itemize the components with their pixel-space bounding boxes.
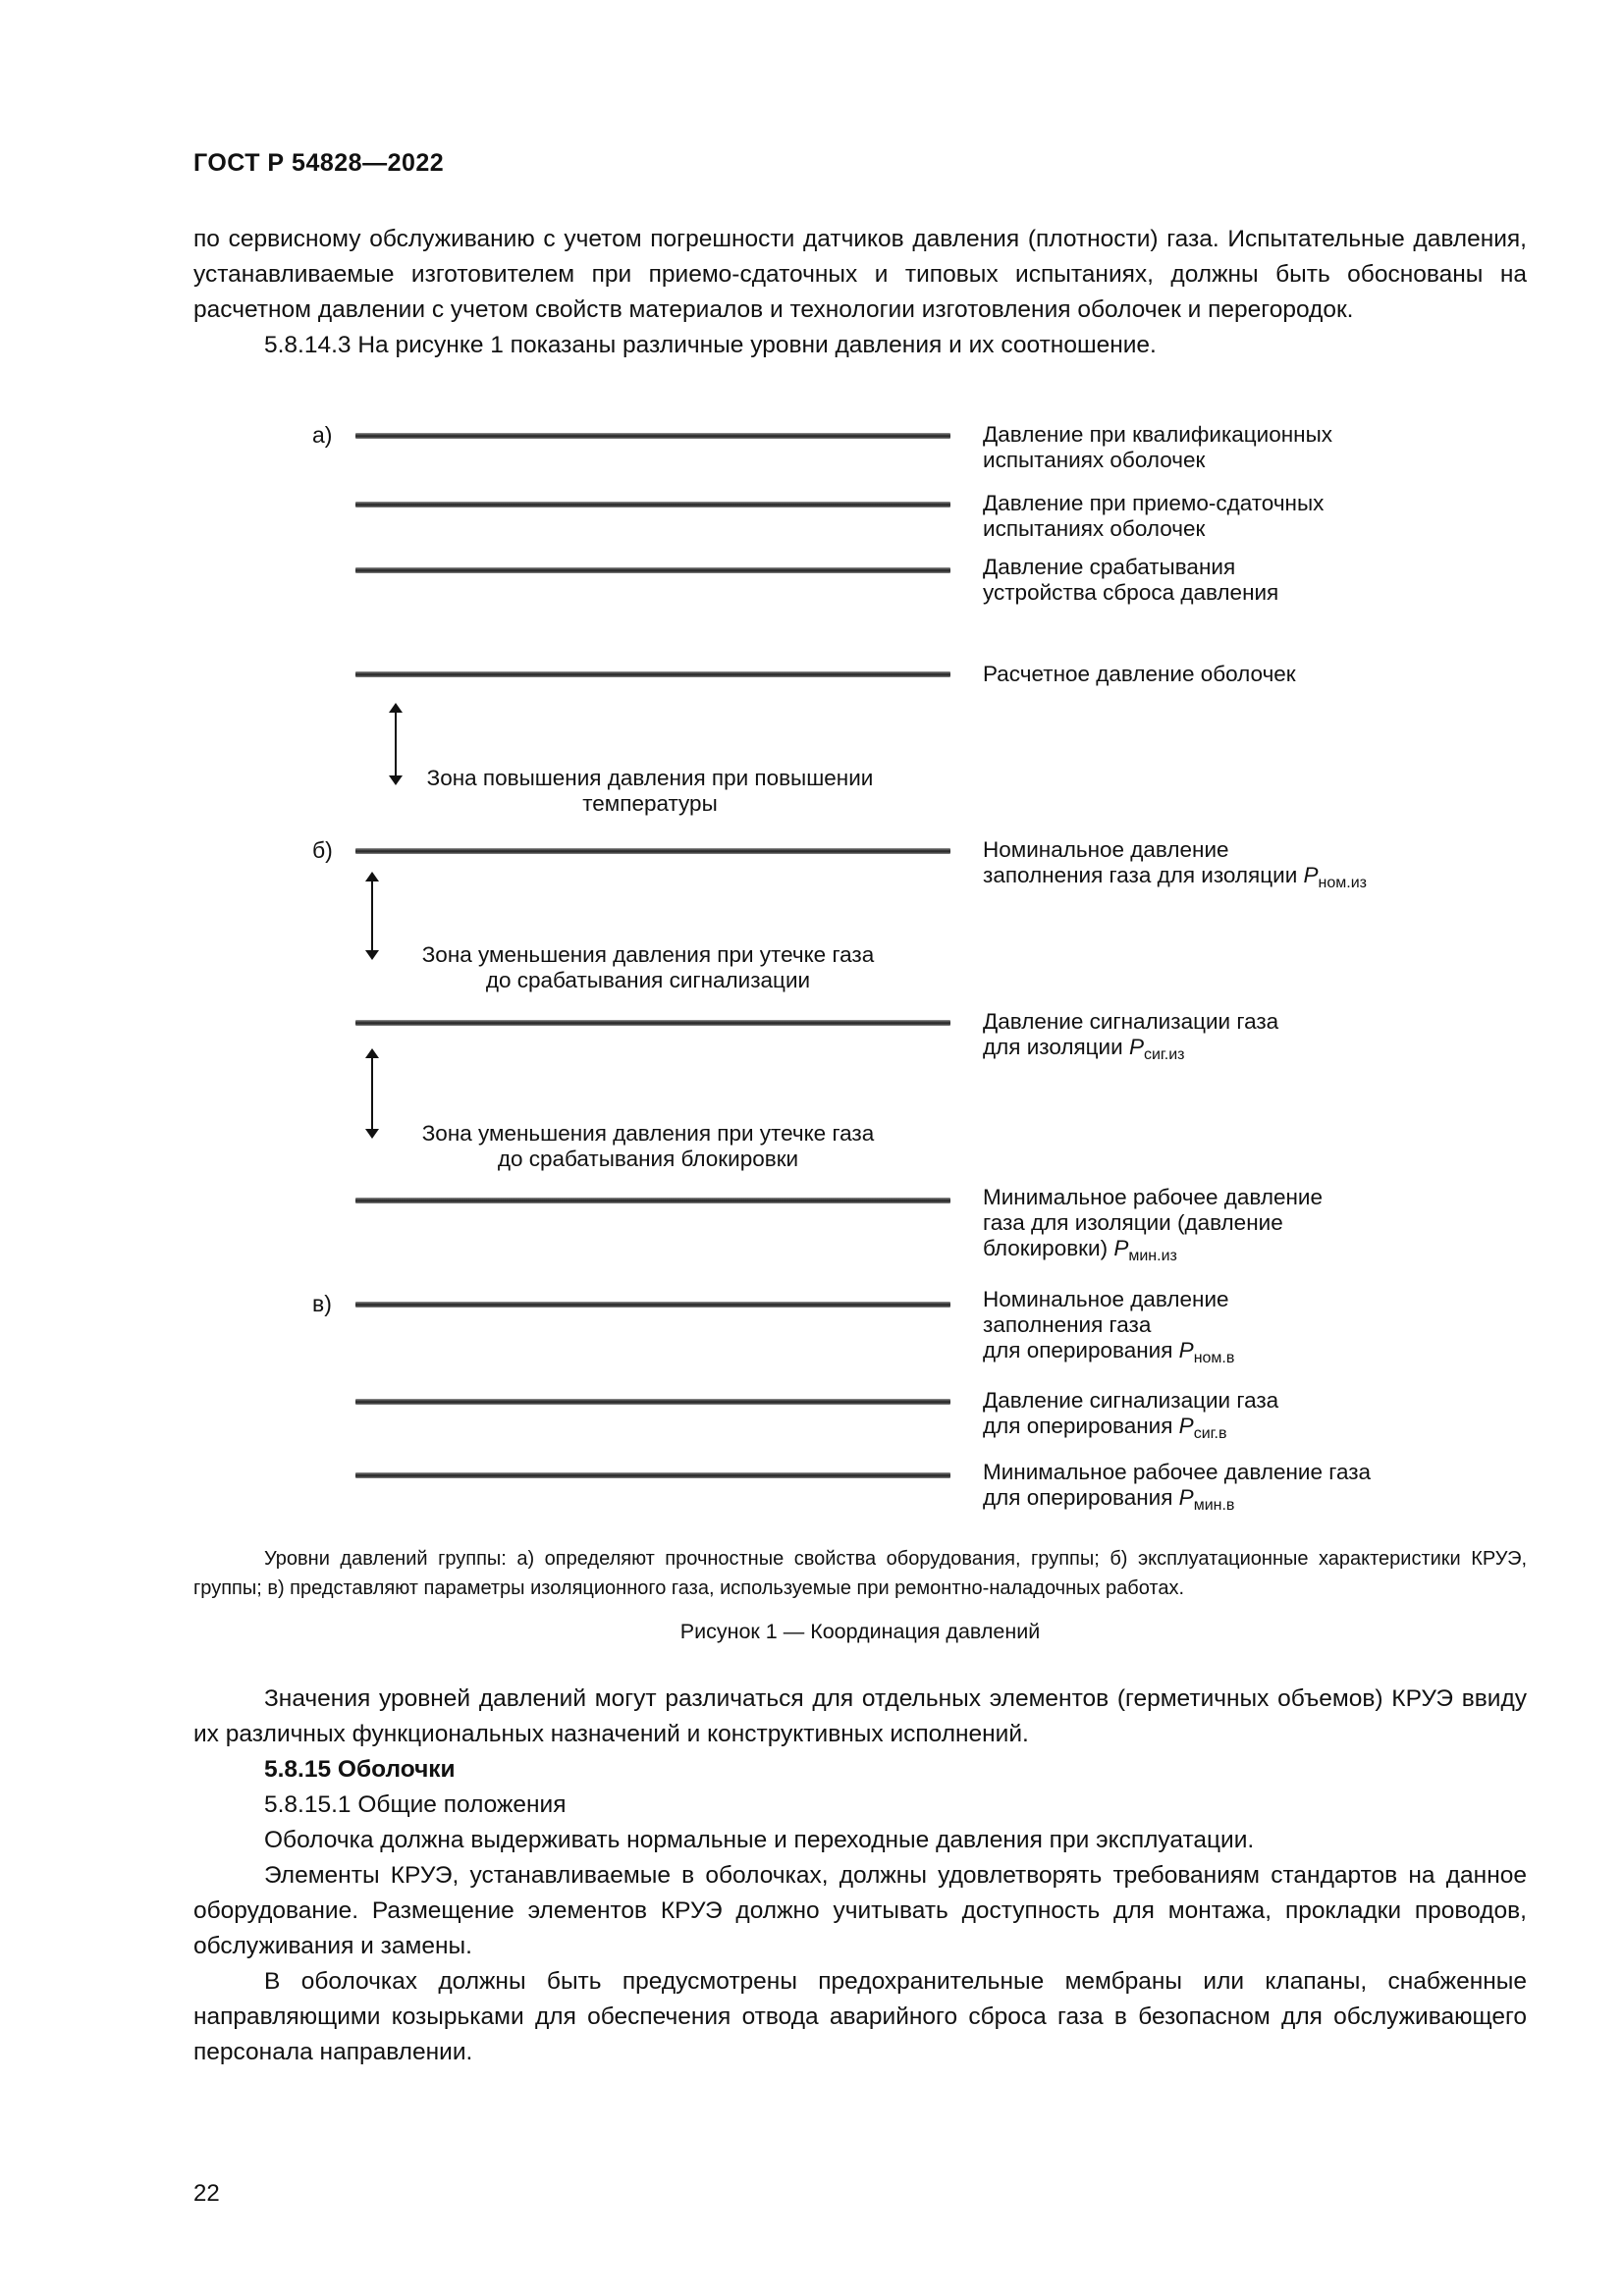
level-desc-3: Давление срабатывания устройства сброса давления — [983, 555, 1279, 605]
clause-5-8-14-3: 5.8.14.3 На рисунке 1 показаны различные уровни давления и их соотношение. — [264, 332, 1157, 358]
level-desc-5: Номинальное давление заполнения газа для изоляции $P_{ном.из}$ — [983, 837, 1367, 891]
body-text — [193, 1682, 1527, 2070]
level-line-7 — [355, 1198, 950, 1203]
level-line-4 — [355, 671, 950, 677]
zone-text-2: Зона уменьшения давления при утечке газа до срабатывания сигнализации — [421, 942, 875, 992]
level-desc-1: Давление при квалификационных испытаниях оболочек — [983, 422, 1333, 472]
level-line-10 — [355, 1472, 950, 1478]
level-desc-8: Номинальное давление заполнения газа для оперирования $P_{ном.в}$ — [983, 1287, 1235, 1366]
figure-caption: Рисунок 1 — Координация давлений — [679, 1620, 1041, 1643]
level-desc-6: Давление сигнализации газа для изоляции $P_{сиг.из}$ — [983, 1009, 1279, 1063]
subsection-heading: 5.8.15.1 Общие положения — [264, 1791, 567, 1818]
figure-note: Уровни давлений группы: а) определяют прочностные свойства оборудования, группы; б) эксплуатационные характеристики КРУЭ, группы; в) представляют параметры изоляционного газа, используемые при ремонтно-наладочных работах. — [193, 1548, 1527, 1599]
intro-paragraph: по сервисному обслуживанию с учетом погрешности датчиков давления (плотности) газа. Испытательные давления, устанавливаемые изготовителем при приемо-сдаточных и типовых испытаниях, должны быть обоснованы на расчетном давлении с учетом свойств материалов и технологии изготовления оболочек и перегородок. — [193, 226, 1527, 323]
group-label-c: в) — [312, 1291, 332, 1316]
level-desc-9: Давление сигнализации газа для оперирования $P_{сиг.в}$ — [983, 1388, 1279, 1442]
level-desc-2: Давление при приемо-сдаточных испытаниях оболочек — [983, 491, 1325, 541]
double-arrow-icon — [365, 872, 379, 960]
level-line-9 — [355, 1399, 950, 1405]
intro-text — [193, 222, 1527, 363]
level-desc-10: Минимальное рабочее давление газа для оперирования $P_{мин.в}$ — [983, 1460, 1372, 1514]
level-line-6 — [355, 1020, 950, 1026]
body-paragraph-2: Оболочка должна выдерживать нормальные и переходные давления при эксплуатации. — [264, 1827, 1255, 1853]
level-line-1 — [355, 433, 950, 439]
group-label-b: б) — [312, 837, 333, 863]
body-paragraph-4: В оболочках должны быть предусмотрены предохранительные мембраны или клапаны, снабженные направляющими козырьками для обеспечения отвода аварийного сброса газа в безопасном для обслуживающего персонала направлении. — [193, 1968, 1527, 2065]
section-heading: 5.8.15 Оболочки — [264, 1756, 456, 1783]
zone-text-3: Зона уменьшения давления при утечке газа до срабатывания блокировки — [421, 1121, 875, 1171]
level-desc-4: Расчетное давление оболочек — [983, 662, 1296, 686]
level-line-3 — [355, 567, 950, 573]
zone-text-1: Зона повышения давления при повышении температуры — [426, 766, 874, 816]
body-paragraph-3: Элементы КРУЭ, устанавливаемые в оболочках, должны удовлетворять требованиям стандартов на данное оборудование. Размещение элементов КРУЭ должно учитывать доступность для монтажа, прокладки проводов, обслуживания и замены. — [193, 1862, 1527, 1959]
level-desc-7: Минимальное рабочее давление газа для изоляции (давление блокировки) $P_{мин.из}$ — [983, 1185, 1324, 1264]
double-arrow-icon — [365, 1048, 379, 1139]
group-label-a: а) — [312, 422, 333, 448]
double-arrow-icon — [389, 703, 403, 785]
page-number: 22 — [193, 2180, 220, 2207]
level-line-8 — [355, 1302, 950, 1308]
level-line-2 — [355, 502, 950, 507]
level-line-5 — [355, 848, 950, 854]
body-paragraph-1: Значения уровней давлений могут различаться для отдельных элементов (герметичных объемов) КРУЭ ввиду их различных функциональных назначений и конструктивных исполнений. — [193, 1685, 1527, 1747]
document-code: ГОСТ Р 54828—2022 — [193, 149, 445, 177]
